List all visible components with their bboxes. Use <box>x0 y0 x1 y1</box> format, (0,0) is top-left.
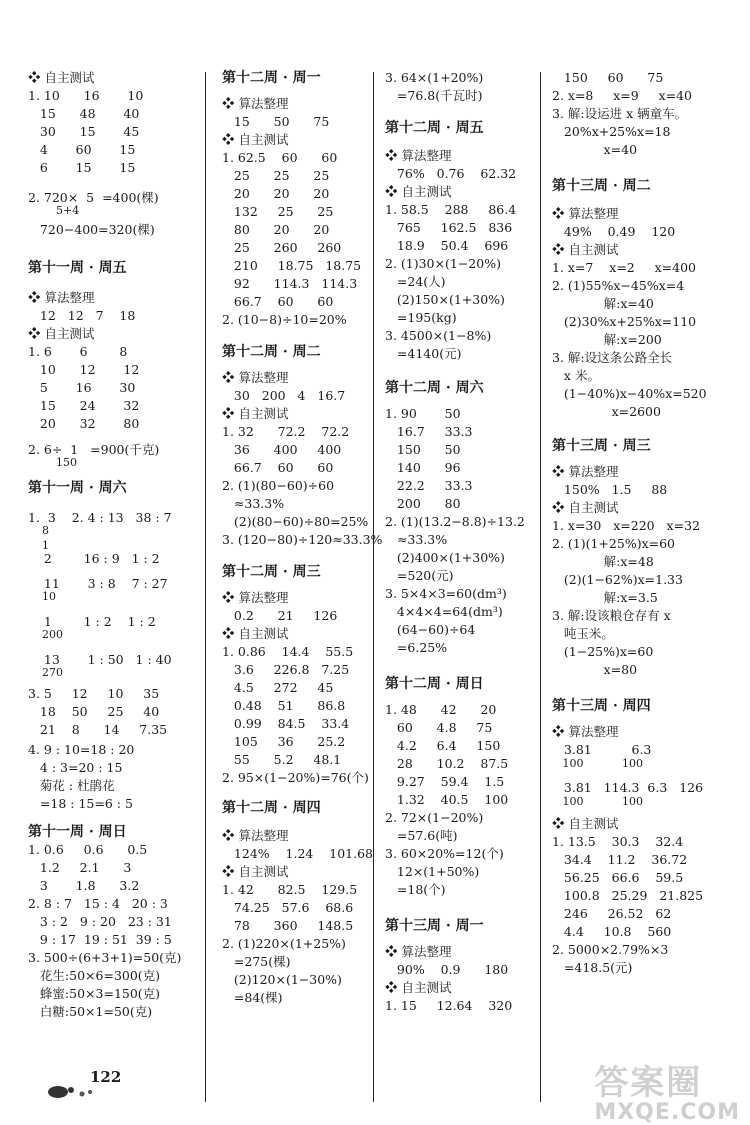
answer-line: 3. 500÷(6+3+1)=50(克) <box>28 950 182 965</box>
answer-line: 1 1 : 2 1 : 2 <box>28 614 156 629</box>
answer-line: 3.81 114.3 6.3 126 <box>552 780 704 795</box>
answer-line: 9 : 17 19 : 51 39 : 5 <box>28 932 172 947</box>
section-heading: 第十一周 · 周五 <box>28 260 127 276</box>
answer-line: 菊花 : 杜鹃花 <box>28 778 115 793</box>
answer-line: 1. 15 12.64 320 <box>385 998 513 1013</box>
subsection-heading: ❖ 算法整理 <box>552 724 619 739</box>
answer-line: 2. 720× 5 =400(棵) <box>28 190 159 205</box>
answer-line: (1−40%)x−40%x=520 <box>552 386 707 401</box>
answer-line: 150 <box>28 456 77 469</box>
answer-line: 4. 9 : 10=18 : 20 <box>28 742 135 757</box>
answer-line: x=40 <box>552 142 638 157</box>
answer-line: 3. (120−80)÷120≈33.3% <box>222 532 383 547</box>
answer-line: 4 : 3=20 : 15 <box>28 760 123 775</box>
answer-line: 白糖:50×1=50(克) <box>28 1004 153 1019</box>
page-number: 122 <box>90 1068 122 1086</box>
subsection-heading: ❖ 算法整理 <box>222 370 289 385</box>
answer-line: 55 5.2 48.1 <box>222 752 342 767</box>
answer-line: 1. 62.5 60 60 <box>222 150 338 165</box>
answer-line: (2)400×(1+30%) <box>385 550 505 565</box>
answer-line: =57.6(吨) <box>385 828 458 843</box>
answer-line: 2. x=8 x=9 x=40 <box>552 88 693 103</box>
answer-line: 765 162.5 836 <box>385 220 513 235</box>
subsection-heading: ❖ 自主测试 <box>552 500 619 515</box>
answer-line: x 米。 <box>552 368 600 383</box>
answer-line: 4 60 15 <box>28 142 136 157</box>
answer-line: 花生:50×6=300(克) <box>28 968 161 983</box>
section-heading: 第十二周 · 周二 <box>222 344 321 360</box>
answer-line: 10 12 12 <box>28 362 140 377</box>
subsection-heading: ❖ 自主测试 <box>28 70 95 85</box>
answer-line: 9.27 59.4 1.5 <box>385 774 505 789</box>
answer-line: =18(个) <box>385 882 446 897</box>
answer-line: 100 100 <box>552 757 643 770</box>
answer-line: 132 25 25 <box>222 204 334 219</box>
answer-line: 4.5 272 45 <box>222 680 334 695</box>
answer-line: 74.25 57.6 68.6 <box>222 900 354 915</box>
answer-line: 0.48 51 86.8 <box>222 698 346 713</box>
answer-line: (1−25%)x=60 <box>552 644 654 659</box>
answer-line: 34.4 11.2 36.72 <box>552 852 688 867</box>
answer-line: 1. 48 42 20 <box>385 702 497 717</box>
answer-line: 5 16 30 <box>28 380 136 395</box>
answer-line: 2. 95×(1−20%)=76(个) <box>222 770 369 785</box>
answer-line: 1.32 40.5 100 <box>385 792 509 807</box>
answer-line: 100 100 <box>552 795 643 808</box>
subsection-heading: ❖ 自主测试 <box>28 326 95 341</box>
subsection-heading: ❖ 算法整理 <box>552 206 619 221</box>
answer-line: 3. 64×(1+20%) <box>385 70 484 85</box>
answer-line: 2. (1)55%x−45%x=4 <box>552 278 685 293</box>
answer-line: 30 200 4 16.7 <box>222 388 346 403</box>
answer-line: 4.4 10.8 560 <box>552 924 672 939</box>
answer-line: 1. x=30 x=220 x=32 <box>552 518 700 533</box>
answer-line: 3 1.8 3.2 <box>28 878 140 893</box>
section-heading: 第十二周 · 周五 <box>385 120 484 136</box>
answer-line: 150 50 <box>385 442 461 457</box>
answer-line: 80 20 20 <box>222 222 330 237</box>
answer-line: 22.2 33.3 <box>385 478 473 493</box>
section-heading: 第十二周 · 周三 <box>222 564 321 580</box>
answer-line: 16.7 33.3 <box>385 424 473 439</box>
answer-line: =24(人) <box>385 274 446 289</box>
answer-line: =195(kg) <box>385 310 457 325</box>
answer-line: 1. 10 16 10 <box>28 88 144 103</box>
answer-line: 12 12 7 18 <box>28 308 136 323</box>
column-divider <box>540 72 541 1102</box>
answer-line: 解:x=48 <box>552 554 654 569</box>
answer-line: 2 16 : 9 1 : 2 <box>28 551 160 566</box>
subsection-heading: ❖ 算法整理 <box>552 464 619 479</box>
answer-line: 3.6 226.8 7.25 <box>222 662 350 677</box>
answer-line: 66.7 60 60 <box>222 460 334 475</box>
answer-line: 140 96 <box>385 460 461 475</box>
subsection-heading: ❖ 自主测试 <box>222 406 289 421</box>
answer-line: 30 15 45 <box>28 124 140 139</box>
answer-line: 吨玉米。 <box>552 626 614 641</box>
subsection-heading: ❖ 自主测试 <box>222 864 289 879</box>
answer-line: 1. 6 6 8 <box>28 344 128 359</box>
answer-line: 0.99 84.5 33.4 <box>222 716 350 731</box>
answer-line: 2. 5000×2.79%×3 <box>552 942 669 957</box>
answer-line: 10 <box>28 590 56 603</box>
answer-line: 1. 0.6 0.6 0.5 <box>28 842 148 857</box>
subsection-heading: ❖ 算法整理 <box>222 828 289 843</box>
answer-line: 2. (10−8)÷10=20% <box>222 312 347 327</box>
answer-line: 3. 解:设该粮仓存有 x <box>552 608 671 623</box>
section-heading: 第十三周 · 周一 <box>385 918 484 934</box>
answer-line: (64−60)÷64 <box>385 622 476 637</box>
answer-line: 2. 6÷ 1 =900(千克) <box>28 442 160 457</box>
section-heading: 第十三周 · 周二 <box>552 178 651 194</box>
answer-line: 解:x=3.5 <box>552 590 658 605</box>
watermark-text: 答案圈 <box>594 1063 703 1103</box>
answer-line: 246 26.52 62 <box>552 906 672 921</box>
answer-line: 4.2 6.4 150 <box>385 738 501 753</box>
section-heading: 第十一周 · 周六 <box>28 480 127 496</box>
answer-line: 150% 1.5 88 <box>552 482 668 497</box>
column-divider <box>373 72 374 1102</box>
answer-line: 解:x=200 <box>552 332 662 347</box>
subsection-heading: ❖ 自主测试 <box>222 626 289 641</box>
answer-line: 150 60 75 <box>552 70 664 85</box>
answer-line: 200 80 <box>385 496 461 511</box>
answer-line: =418.5(元) <box>552 960 633 975</box>
answer-line: 2. (1)(80−60)÷60 <box>222 478 335 493</box>
answer-line: =18 : 15=6 : 5 <box>28 796 133 811</box>
turtle-decoration-icon <box>44 1080 94 1100</box>
answer-line: 270 <box>28 666 63 679</box>
answer-line: 90% 0.9 180 <box>385 962 509 977</box>
answer-line: 25 25 25 <box>222 168 330 183</box>
column-divider <box>205 72 206 1102</box>
section-heading: 第十二周 · 周一 <box>222 70 321 86</box>
answer-line: 20%x+25%x=18 <box>552 124 671 139</box>
answer-line: 100.8 25.29 21.825 <box>552 888 704 903</box>
answer-line: 2. (1)(13.2−8.8)÷13.2 <box>385 514 525 529</box>
answer-line: 78 360 148.5 <box>222 918 354 933</box>
answer-line: ≈33.3% <box>222 496 285 511</box>
answer-line: 25 260 260 <box>222 240 342 255</box>
subsection-heading: ❖ 自主测试 <box>222 132 289 147</box>
answer-line: 76% 0.76 62.32 <box>385 166 517 181</box>
answer-line: x=80 <box>552 662 638 677</box>
subsection-heading: ❖ 自主测试 <box>385 980 452 995</box>
answer-line: 56.25 66.6 59.5 <box>552 870 684 885</box>
answer-line: 20 32 80 <box>28 416 140 431</box>
answer-line: 3 : 2 9 : 20 23 : 31 <box>28 914 172 929</box>
subsection-heading: ❖ 算法整理 <box>385 944 452 959</box>
subsection-heading: ❖ 算法整理 <box>28 290 95 305</box>
answer-line: (2)(80−60)÷80=25% <box>222 514 369 529</box>
answer-line: 2. (1)220×(1+25%) <box>222 936 346 951</box>
answer-line: 720−400=320(棵) <box>28 222 155 237</box>
answer-line: 3. 5 12 10 35 <box>28 686 160 701</box>
answer-line: =6.25% <box>385 640 448 655</box>
answer-line: 124% 1.24 101.68 <box>222 846 374 861</box>
section-heading: 第十二周 · 周四 <box>222 800 321 816</box>
answer-line: 28 10.2 87.5 <box>385 756 509 771</box>
answer-line: 1. x=7 x=2 x=400 <box>552 260 696 275</box>
answer-line: ≈33.3% <box>385 532 448 547</box>
watermark <box>594 1055 740 1125</box>
answer-line: 3. 5×4×3=60(dm³) <box>385 586 507 601</box>
answer-line: x=2600 <box>552 404 661 419</box>
answer-line: 105 36 25.2 <box>222 734 346 749</box>
answer-line: 2. 72×(1−20%) <box>385 810 484 825</box>
answer-line: (2)150×(1+30%) <box>385 292 505 307</box>
answer-line: 3. 解:设这条公路全长 <box>552 350 673 365</box>
answer-line: =520(元) <box>385 568 454 583</box>
answer-line: 1. 90 50 <box>385 406 461 421</box>
answer-line: 15 24 32 <box>28 398 140 413</box>
answer-line: 1. 42 82.5 129.5 <box>222 882 358 897</box>
answer-line: 92 114.3 114.3 <box>222 276 358 291</box>
answer-line: =76.8(千瓦时) <box>385 88 483 103</box>
section-heading: 第十二周 · 周日 <box>385 676 484 692</box>
answer-line: =275(棵) <box>222 954 291 969</box>
answer-line: 4×4×4=64(dm³) <box>385 604 503 619</box>
answer-line: 20 20 20 <box>222 186 330 201</box>
section-heading: 第十三周 · 周四 <box>552 698 651 714</box>
section-heading: 第十三周 · 周三 <box>552 438 651 454</box>
answer-line: 1. 32 72.2 72.2 <box>222 424 350 439</box>
answer-line: 1. 58.5 288 86.4 <box>385 202 517 217</box>
answer-line: 1. 13.5 30.3 32.4 <box>552 834 684 849</box>
answer-line: 3. 解:设运进 x 辆童车。 <box>552 106 688 121</box>
answer-line: 0.2 21 126 <box>222 608 338 623</box>
answer-line: 1. 3 2. 4 : 13 38 : 7 <box>28 510 172 525</box>
answer-line: 66.7 60 60 <box>222 294 334 309</box>
subsection-heading: ❖ 自主测试 <box>552 816 619 831</box>
subsection-heading: ❖ 算法整理 <box>222 590 289 605</box>
answer-line: 5+4 <box>28 204 80 217</box>
answer-line: 18.9 50.4 696 <box>385 238 509 253</box>
subsection-heading: ❖ 算法整理 <box>222 96 289 111</box>
answer-line: 49% 0.49 120 <box>552 224 676 239</box>
answer-line: 2. (1)30×(1−20%) <box>385 256 501 271</box>
answer-line: 6 15 15 <box>28 160 136 175</box>
answer-line: 13 1 : 50 1 : 40 <box>28 652 172 667</box>
answer-line: (2)(1−62%)x=1.33 <box>552 572 683 587</box>
answer-line: 8 <box>28 524 49 537</box>
answer-line: 2. (1)(1+25%)x=60 <box>552 536 675 551</box>
answer-line: 18 50 25 40 <box>28 704 160 719</box>
section-heading: 第十一周 · 周日 <box>28 824 127 840</box>
answer-line: =84(棵) <box>222 990 283 1005</box>
answer-line: 3. 60×20%=12(个) <box>385 846 504 861</box>
watermark-url: MXQE.COM <box>594 1100 740 1125</box>
answer-line: 2. 8 : 7 15 : 4 20 : 3 <box>28 896 168 911</box>
subsection-heading: ❖ 自主测试 <box>552 242 619 257</box>
subsection-heading: ❖ 算法整理 <box>385 148 452 163</box>
answer-line: (2)30%x+25%x=110 <box>552 314 697 329</box>
answer-line: 解:x=40 <box>552 296 654 311</box>
answer-line: 11 3 : 8 7 : 27 <box>28 576 168 591</box>
answer-line: 1.2 2.1 3 <box>28 860 132 875</box>
subsection-heading: ❖ 自主测试 <box>385 184 452 199</box>
answer-line: 15 48 40 <box>28 106 140 121</box>
answer-line: 1. 0.86 14.4 55.5 <box>222 644 354 659</box>
answer-line: 3. 4500×(1−8%) <box>385 328 492 343</box>
answer-line: =4140(元) <box>385 346 462 361</box>
answer-line: 15 50 75 <box>222 114 330 129</box>
answer-line: 蜂蜜:50×3=150(克) <box>28 986 161 1001</box>
answer-line: 1 <box>28 539 49 552</box>
answer-line: 60 4.8 75 <box>385 720 493 735</box>
answer-line: (2)120×(1−30%) <box>222 972 342 987</box>
answer-line: 3.81 6.3 <box>552 742 652 757</box>
answer-line: 21 8 14 7.35 <box>28 722 168 737</box>
answer-line: 200 <box>28 628 63 641</box>
answer-line: 36 400 400 <box>222 442 342 457</box>
answer-line: 12×(1+50%) <box>385 864 480 879</box>
answer-line: 210 18.75 18.75 <box>222 258 362 273</box>
section-heading: 第十二周 · 周六 <box>385 380 484 396</box>
